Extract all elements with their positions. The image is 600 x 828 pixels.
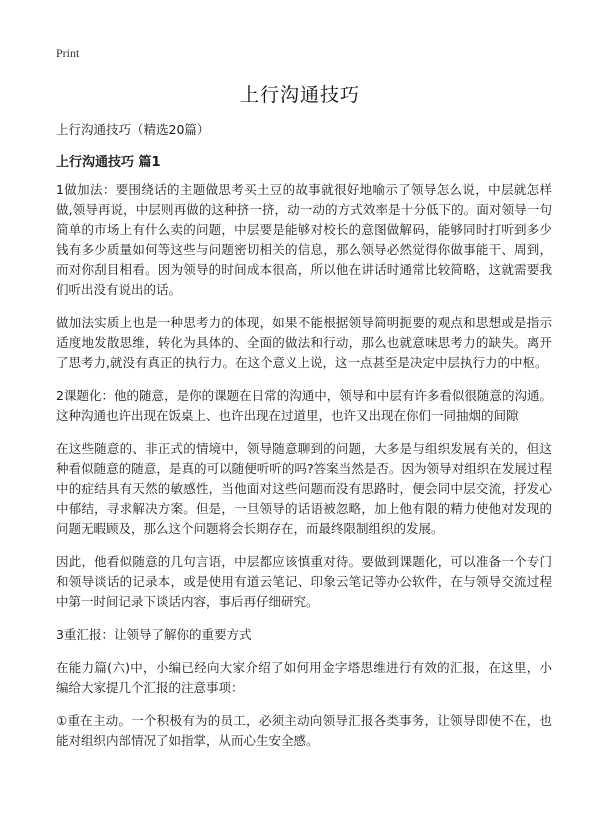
print-link[interactable]: Print bbox=[56, 46, 80, 60]
paragraph: 在能力篇(六)中，小编已经向大家介绍了如何用金字塔思维进行有效的汇报，在这里，小编给大家提几个汇报的注意事项： bbox=[56, 660, 552, 695]
paragraph: 做加法实质上也是一种思考力的体现，如果不能根据领导简明扼要的观点和思想或是指示适度地发散思维，转化为具体的、全面的做法和行动，那么也就意味思考力的缺失。离开了思考力,就没有真正的执行力。在这个意义上说，这一点甚至是决定中层执行力的中枢。 bbox=[56, 315, 552, 370]
paragraph: 在这些随意的、非正式的情境中，领导随意聊到的问题，大多是与组织发展有关的，但这种看似随意的随意，是真的可以随便听听的吗?答案当然是否。因为领导对组织在发展过程中的症结具有天然的敏感性，当他面对这些问题而没有思路时，便会同中层交流，抒发心中郁结，寻求解决方案。但是，一旦领导的话语被忽略，加上他有限的精力使他对发现的问题无暇顾及，那么这个问题将会长期存在，而最终限制组织的发展。 bbox=[56, 441, 552, 536]
document-subtitle: 上行沟通技巧（精选20篇） bbox=[56, 122, 210, 137]
paragraph: 3重汇报：让领导了解你的重要方式 bbox=[56, 627, 252, 642]
paragraph: 因此，他看似随意的几句言语，中层都应该慎重对待。要做到课题化，可以准备一个专门和领导谈话的记录本，或是使用有道云笔记、印象云笔记等办公软件，在与领导交流过程中第一时间记录下谈话内容，事后再仔细研究。 bbox=[56, 554, 552, 609]
document-title: 上行沟通技巧 bbox=[239, 84, 360, 106]
paragraph: 1做加法：要围绕话的主题做思考买土豆的故事就很好地喻示了领导怎么说，中层就怎样做,领导再说，中层则再做的这种挤一挤，动一动的方式效率是十分低下的。面对领导一句简单的市场上有什么卖的问题，中层要是能够对校长的意图做解码，能够同时打听到多少钱有多少质量如何等这些与问题密切相关的信息，那么领导必然觉得你做事能干、周到，而对你刮目相看。因为领导的时间成本很高，所以他在讲话时通常比较简略，这就需要我们听出没有说出的话。 bbox=[56, 182, 552, 297]
section-heading: 上行沟通技巧 篇1 bbox=[56, 155, 161, 170]
paragraph: 2课题化：他的随意，是你的课题在日常的沟通中，领导和中层有许多看似很随意的沟通。这种沟通也许出现在饭桌上、也许出现在过道里，也许又出现在你们一同抽烟的间隙 bbox=[56, 388, 552, 423]
paragraph: ①重在主动。一个积极有为的员工，必须主动向领导汇报各类事务，让领导即使不在，也能对组织内部情况了如指掌，从而心生安全感。 bbox=[56, 713, 552, 748]
document-body bbox=[56, 180, 552, 764]
